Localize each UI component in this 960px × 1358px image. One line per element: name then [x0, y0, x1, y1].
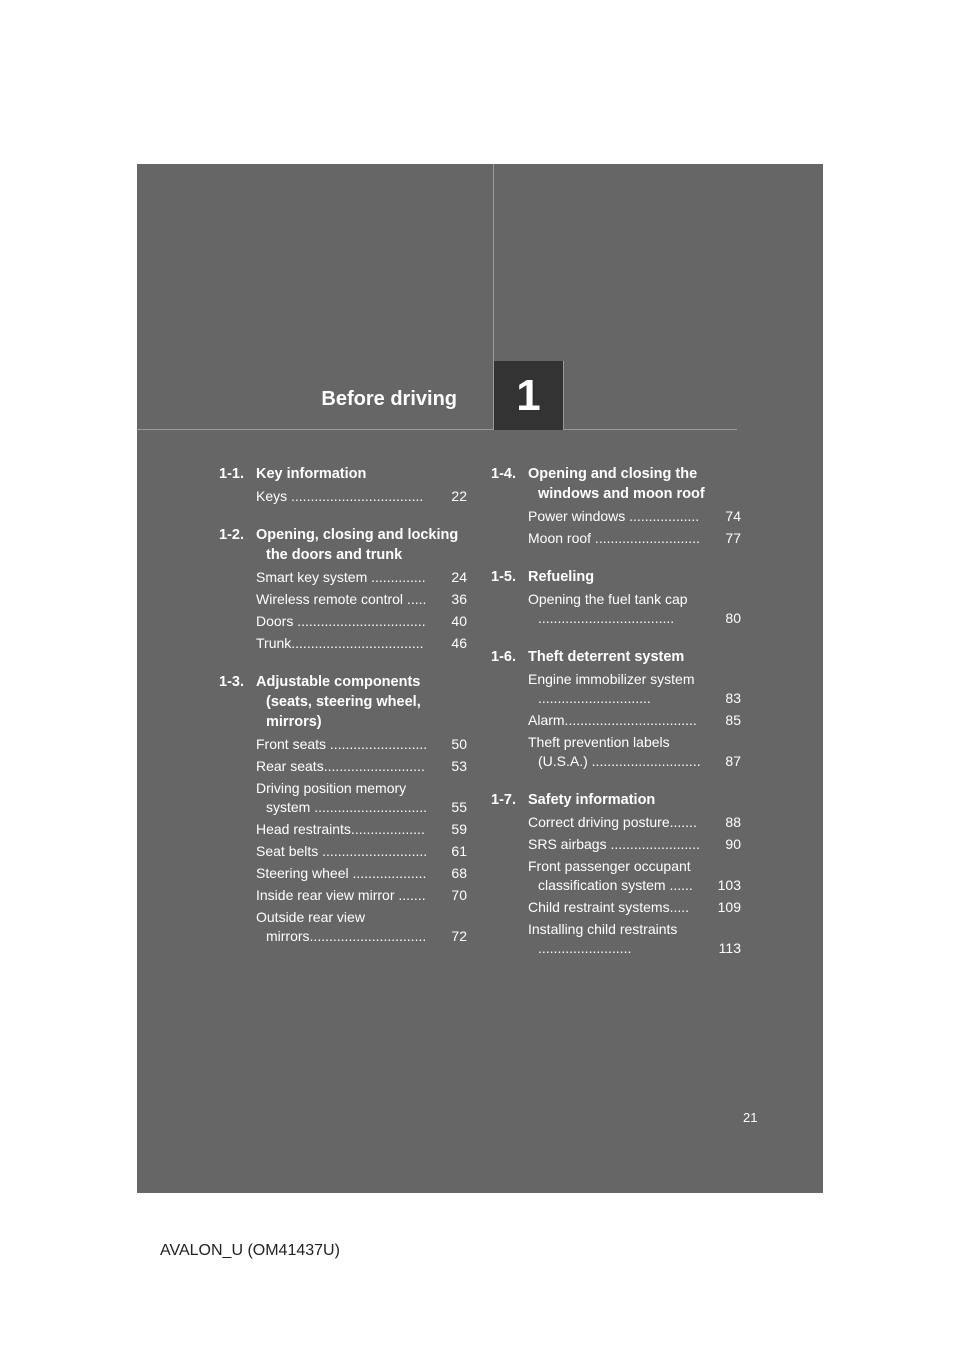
toc-column-right — [491, 464, 741, 977]
toc-entry[interactable] — [528, 507, 741, 526]
toc-section — [491, 790, 741, 958]
toc-entry-page: 70 — [451, 887, 467, 903]
toc-section — [491, 464, 741, 548]
toc-entry-page: 24 — [451, 569, 467, 585]
toc-entry[interactable] — [528, 733, 741, 771]
toc-entry-label: Doors ................................. — [256, 613, 426, 629]
toc-entry[interactable] — [528, 813, 741, 832]
toc-section-heading[interactable] — [219, 525, 467, 565]
toc-entry[interactable] — [256, 820, 467, 839]
toc-section-number: 1-1. — [219, 466, 244, 482]
toc-entry-label: Seat belts ........................... — [256, 843, 428, 859]
toc-entry-label: Keys .................................. — [256, 488, 424, 504]
toc-entry-label: Smart key system .............. — [256, 569, 426, 585]
toc-entry[interactable] — [256, 842, 467, 861]
toc-entry-list — [219, 568, 467, 653]
toc-entry-label: Alarm.................................. — [528, 712, 697, 728]
toc-entry[interactable] — [528, 529, 741, 548]
toc-entry-label: Power windows .................. — [528, 508, 700, 524]
toc-section-heading[interactable] — [491, 464, 741, 504]
toc-entry-page: 74 — [725, 508, 741, 524]
toc-entry-page: 85 — [725, 712, 741, 728]
toc-entry-page: 61 — [451, 843, 467, 859]
chapter-panel — [137, 164, 823, 1193]
toc-entry-list — [219, 487, 467, 506]
toc-entry-label: Engine immobilizer system ............................. — [528, 671, 695, 706]
toc-entry[interactable] — [528, 920, 741, 958]
toc-section-title: Opening and closing the windows and moon roof — [528, 466, 705, 502]
toc-section-title: Theft deterrent system — [528, 649, 685, 665]
toc-section — [219, 525, 467, 653]
toc-entry-label: Correct driving posture....... — [528, 814, 697, 830]
toc-section — [491, 567, 741, 628]
toc-entry-label: Child restraint systems..... — [528, 899, 690, 915]
toc-section-heading[interactable] — [219, 672, 467, 732]
toc-entry-label: Driving position memory system ............................. — [256, 780, 428, 815]
toc-entry[interactable] — [256, 864, 467, 883]
toc-entry-label: Front seats ......................... — [256, 736, 428, 752]
toc-entry[interactable] — [256, 908, 467, 946]
toc-entry[interactable] — [256, 779, 467, 817]
toc-entry[interactable] — [256, 590, 467, 609]
toc-entry-page: 53 — [451, 758, 467, 774]
toc-entry[interactable] — [256, 735, 467, 754]
document-footer: AVALON_U (OM41437U) — [160, 1242, 340, 1259]
toc-entry-page: 109 — [717, 899, 741, 915]
toc-section — [219, 672, 467, 946]
toc-entry-page: 83 — [725, 690, 741, 706]
toc-section-number: 1-5. — [491, 569, 516, 585]
toc-column-left — [219, 464, 467, 965]
toc-section-title: Opening, closing and locking the doors and trunk — [256, 527, 459, 563]
toc-section — [491, 647, 741, 771]
toc-section-number: 1-4. — [491, 466, 516, 482]
toc-entry[interactable] — [528, 711, 741, 730]
toc-section — [219, 464, 467, 506]
toc-entry-page: 22 — [451, 488, 467, 504]
toc-entry-label: Installing child restraints ........................ — [528, 921, 678, 956]
toc-entry-page: 87 — [725, 753, 741, 769]
toc-entry-page: 77 — [725, 530, 741, 546]
divider-vertical — [493, 164, 494, 361]
toc-section-heading[interactable] — [491, 647, 741, 667]
toc-entry-list — [491, 590, 741, 628]
toc-entry[interactable] — [528, 857, 741, 895]
toc-entry-label: Trunk.................................. — [256, 635, 424, 651]
toc-section-title: Refueling — [528, 569, 595, 585]
toc-entry-label: Rear seats.......................... — [256, 758, 425, 774]
toc-entry-label: Moon roof ........................... — [528, 530, 700, 546]
toc-entry-label: Outside rear view mirrors.............................. — [256, 909, 427, 944]
toc-section-heading[interactable] — [219, 464, 467, 484]
toc-entry[interactable] — [256, 886, 467, 905]
toc-entry-label: Wireless remote control ..... — [256, 591, 427, 607]
toc-entry[interactable] — [528, 670, 741, 708]
toc-section-title: Adjustable components (seats, steering wheel, mirrors) — [256, 674, 421, 730]
toc-entry-label: Steering wheel ................... — [256, 865, 427, 881]
toc-entry-label: Front passenger occupant classification system ...... — [528, 858, 693, 893]
page-number: 21 — [743, 1110, 758, 1125]
toc-entry[interactable] — [256, 612, 467, 631]
toc-entry-page: 72 — [451, 928, 467, 944]
toc-entry-page: 36 — [451, 591, 467, 607]
toc-entry-label: Opening the fuel tank cap ................................... — [528, 591, 688, 626]
toc-entry-label: Head restraints................... — [256, 821, 425, 837]
toc-section-number: 1-6. — [491, 649, 516, 665]
toc-entry-list — [491, 670, 741, 771]
toc-entry-page: 90 — [725, 836, 741, 852]
toc-entry-page: 68 — [451, 865, 467, 881]
toc-entry-list — [491, 507, 741, 548]
chapter-number: 1 — [516, 370, 541, 420]
toc-entry[interactable] — [528, 590, 741, 628]
toc-entry-page: 103 — [717, 877, 741, 893]
toc-entry[interactable] — [256, 634, 467, 653]
toc-entry-page: 88 — [725, 814, 741, 830]
toc-entry[interactable] — [256, 568, 467, 587]
toc-entry-page: 46 — [451, 635, 467, 651]
toc-entry-page: 55 — [451, 799, 467, 815]
chapter-title: Before driving — [321, 388, 457, 410]
toc-entry[interactable] — [528, 835, 741, 854]
toc-entry-page: 113 — [718, 940, 741, 956]
toc-entry-page: 50 — [451, 736, 467, 752]
toc-entry-page: 40 — [451, 613, 467, 629]
toc-section-title: Safety information — [528, 792, 656, 808]
toc-entry-page: 80 — [725, 610, 741, 626]
divider-horizontal — [137, 429, 737, 430]
toc-entry-label: SRS airbags ....................... — [528, 836, 700, 852]
toc-entry-label: Inside rear view mirror ....... — [256, 887, 426, 903]
toc-section-title: Key information — [256, 466, 367, 482]
toc-section-number: 1-3. — [219, 674, 244, 690]
toc-entry[interactable] — [528, 898, 741, 917]
toc-entry-label: Theft prevention labels (U.S.A.) ............................ — [528, 734, 701, 769]
toc-section-heading[interactable] — [491, 790, 741, 810]
chapter-number-badge — [493, 361, 564, 430]
toc-section-heading[interactable] — [491, 567, 741, 587]
toc-section-number: 1-7. — [491, 792, 516, 808]
toc-section-number: 1-2. — [219, 527, 244, 543]
toc-entry[interactable] — [256, 487, 467, 506]
toc-entry[interactable] — [256, 757, 467, 776]
toc-entry-list — [219, 735, 467, 946]
toc-entry-page: 59 — [451, 821, 467, 837]
toc-entry-list — [491, 813, 741, 958]
